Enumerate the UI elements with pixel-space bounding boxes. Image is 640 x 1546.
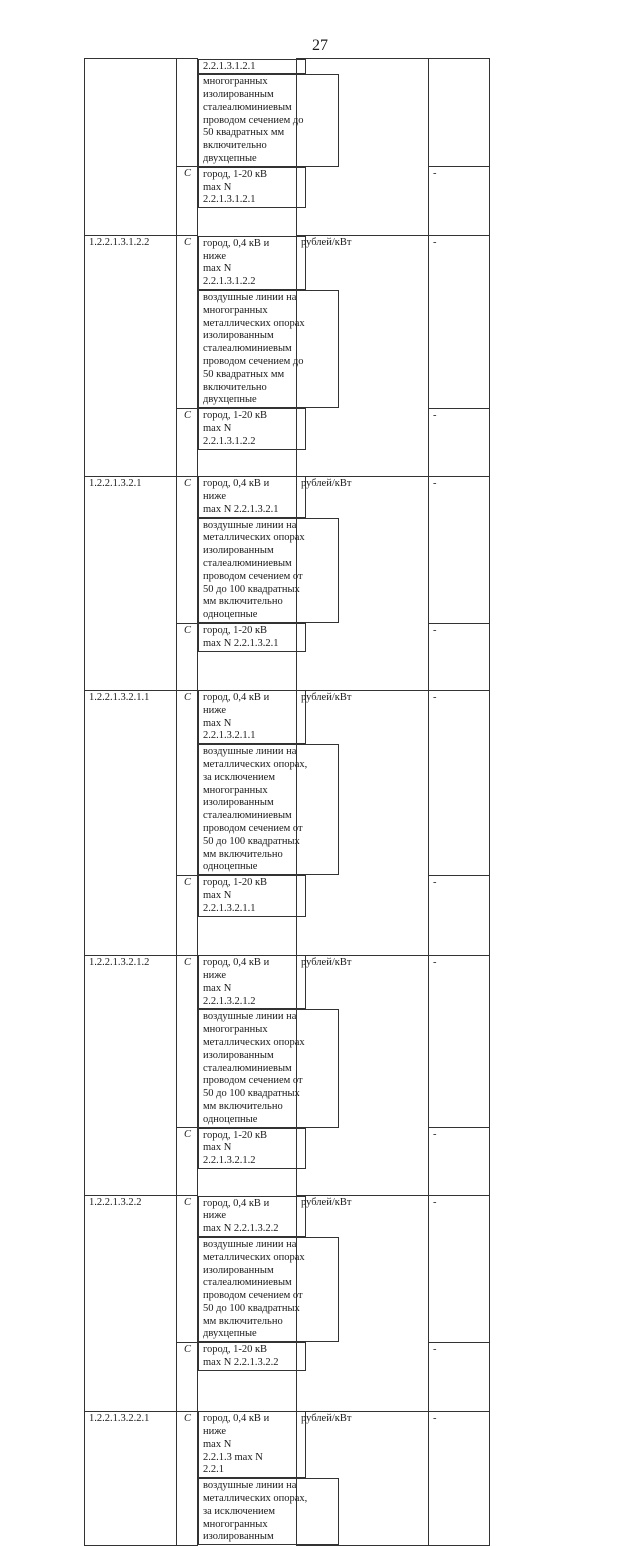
line-description: воздушные линии на металлических опорах, за исключением многогранных изолированным <box>198 1478 339 1545</box>
unit-cell <box>297 59 429 236</box>
value-cell <box>429 59 490 167</box>
tariff-symbol: С <box>177 623 198 690</box>
condition-cell: 2.2.1.3.1.2.1 <box>198 59 306 75</box>
table-row <box>85 955 582 1127</box>
value-cell: - <box>429 236 490 408</box>
value-cell: - <box>429 1196 490 1343</box>
unit-cell: рублей/кВт <box>297 1411 429 1545</box>
unit-cell: рублей/кВт <box>297 236 429 476</box>
tariff-symbol: С <box>177 1411 198 1545</box>
tariff-symbol: С <box>177 875 198 955</box>
line-description: воздушные линии на металлических опорах изолированным сталеалюминиевым проводом сечением от 50 до 100 квадратных мм включительно одноцепные <box>198 518 339 623</box>
value-cell: - <box>429 1411 490 1545</box>
tariff-symbol: С <box>177 408 198 476</box>
condition-cell: город, 1-20 кВ max N 2.2.1.3.1.2.1 <box>198 167 306 208</box>
table-row <box>85 1196 582 1343</box>
value-cell: - <box>429 1342 490 1411</box>
condition-cell: город, 0,4 кВ и ниже max N 2.2.1.3.1.2.2 <box>198 236 306 290</box>
tariff-symbol: С <box>177 1342 198 1411</box>
line-description: воздушные линии на многогранных металлических опорах изолированным сталеалюминиевым проводом сечением от 50 до 100 квадратных мм включительно одноцепные <box>198 1009 339 1127</box>
value-cell: - <box>429 875 490 955</box>
tariff-table <box>84 58 582 1546</box>
unit-cell: рублей/кВт <box>297 1196 429 1412</box>
unit-cell: рублей/кВт <box>297 955 429 1195</box>
value-cell: - <box>429 167 490 236</box>
value-cell: - <box>429 623 490 690</box>
table-row <box>85 476 582 623</box>
condition-cell: город, 0,4 кВ и ниже max N 2.2.1.3.2.1 <box>198 476 306 517</box>
line-description: воздушные линии на многогранных металлических опорах изолированным сталеалюминиевым проводом сечением до 50 квадратных мм включительно двухцепные <box>198 290 339 408</box>
condition-cell: город, 0,4 кВ и ниже max N 2.2.1.3.2.2 <box>198 1196 306 1237</box>
condition-cell: город, 0,4 кВ и ниже max N 2.2.1.3 max N 2.2.1 <box>198 1411 306 1478</box>
row-code: 1.2.2.1.3.2.1.1 <box>85 690 177 955</box>
table-row <box>85 59 582 167</box>
page-number: 27 <box>312 37 328 54</box>
table-row <box>85 1411 582 1545</box>
table-row <box>85 236 582 408</box>
row-code: 1.2.2.1.3.2.2.1 <box>85 1411 177 1545</box>
row-code: 1.2.2.1.3.2.1.2 <box>85 955 177 1195</box>
tariff-symbol: С <box>177 476 198 623</box>
unit-cell: рублей/кВт <box>297 690 429 955</box>
condition-cell: город, 0,4 кВ и ниже max N 2.2.1.3.2.1.2 <box>198 955 306 1009</box>
condition-cell: город, 1-20 кВ max N 2.2.1.3.2.1.2 <box>198 1128 306 1169</box>
condition-cell: город, 1-20 кВ max N 2.2.1.3.2.1.1 <box>198 875 306 916</box>
tariff-symbol: С <box>177 167 198 236</box>
unit-cell: рублей/кВт <box>297 476 429 690</box>
row-code: 1.2.2.1.3.1.2.2 <box>85 236 177 476</box>
row-code <box>85 59 177 236</box>
value-cell: - <box>429 690 490 875</box>
row-code: 1.2.2.1.3.2.2 <box>85 1196 177 1412</box>
condition-cell: город, 1-20 кВ max N 2.2.1.3.2.1 <box>198 623 306 652</box>
condition-cell: город, 1-20 кВ max N 2.2.1.3.1.2.2 <box>198 408 306 449</box>
value-cell: - <box>429 955 490 1127</box>
line-description: многогранных изолированным сталеалюминиевым проводом сечением до 50 квадратных мм включительно двухцепные <box>198 74 339 167</box>
tariff-symbol <box>177 59 198 167</box>
value-cell: - <box>429 476 490 623</box>
tariff-symbol: С <box>177 690 198 875</box>
value-cell: - <box>429 1128 490 1196</box>
tariff-symbol: С <box>177 955 198 1127</box>
tariff-symbol: С <box>177 1128 198 1196</box>
table-row <box>85 690 582 875</box>
line-description: воздушные линии на металлических опорах изолированным сталеалюминиевым проводом сечением от 50 до 100 квадратных мм включительно двухцепные <box>198 1237 339 1342</box>
tariff-symbol: С <box>177 1196 198 1343</box>
value-cell: - <box>429 408 490 476</box>
tariff-symbol: С <box>177 236 198 408</box>
condition-cell: город, 1-20 кВ max N 2.2.1.3.2.2 <box>198 1342 306 1371</box>
row-code: 1.2.2.1.3.2.1 <box>85 476 177 690</box>
line-description: воздушные линии на металлических опорах, за исключением многогранных изолированным сталеалюминиевым проводом сечением от 50 до 100 квадратных мм включительно одноцепные <box>198 744 339 875</box>
condition-cell: город, 0,4 кВ и ниже max N 2.2.1.3.2.1.1 <box>198 690 306 744</box>
